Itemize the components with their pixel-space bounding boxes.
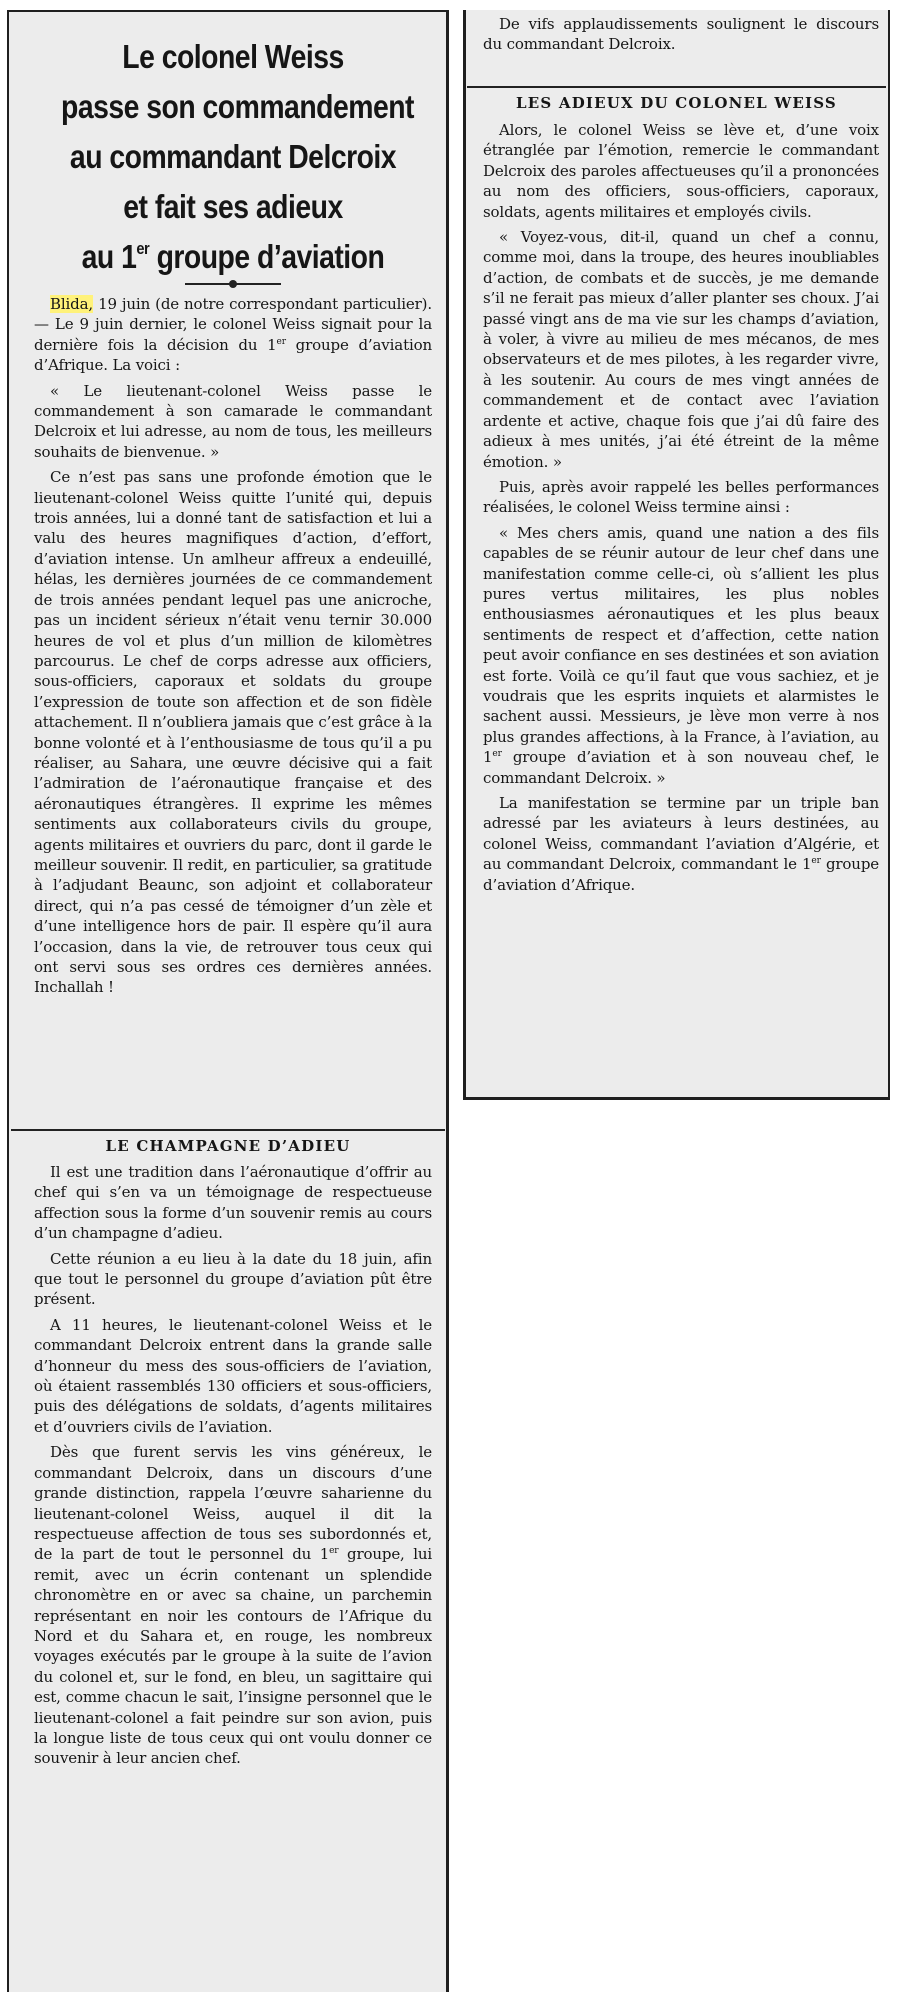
headline-line: au 1er groupe d’aviation <box>81 238 385 275</box>
quote-paragraph: « Voyez-vous, dit-il, quand un chef a connu, comme moi, dans la troupe, des heures inoubliables d’action, de combats et de succès, je me demande s’il ne ferait pas mieux d’aller planter ses choux. J’ai passé vingt ans de ma vie sur les champs d’aviation, à voler, à vivre au milieu de mes mécanos, de mes observateurs et de mes pilotes, à les regarder vivre, à les soutenir. Au cours de mes vingt années de commandement et de contact avec l’aviation ardente et active, chaque fois que j’ai dû faire des adieux à mes unités, j’ai été étreint de la même émotion. » <box>483 228 879 471</box>
quote-paragraph: « Mes chers amis, quand une nation a des fils capables de se réunir autour de leur chef dans une manifestation comme celle-ci, où s’allient les plus pures vertus militaires, les plus nobles enthousiasmes aéronautiques et les plus beaux sentiments de respect et d’affection, cette nation peut avoir confiance en ses destinées et son aviation est forte. Voilà ce qu’il faut que vous sachiez, et je voudrais que les esprits inquiets et alarmistes le sachent aussi. Messieurs, je lève mon verre à nos plus grandes affections, à la France, à l’aviation, au 1er groupe d’aviation et à son nouveau chef, le commandant Delcroix. » <box>483 523 879 787</box>
body-paragraph: La manifestation se termine par un triple ban adressé par les aviateurs à leurs destinées, au colonel Weiss, commandant l’aviation d’Algérie, et au commandant Delcroix, commandant le 1er groupe d’aviation d’Afrique. <box>483 794 879 894</box>
body-paragraph: Ce n’est pas sans une profonde émotion que le lieutenant-colonel Weiss quitte l’unité qui, depuis trois années, lui a donné tant de satisfaction et lui a valu des heures magnifiques d’action, d’effort, d’aviation intense. Un amlheur affreux a endeuillé, hélas, les dernières journées de ce commandement de trois années pendant lequel pas une anicroche, pas un incident sérieux n’était venu ternir 30.000 heures de vol et plus d’un million de kilomètres parcourus. Le chef de corps adresse aux officiers, sous-officiers, caporaux et soldats du groupe l’expression de toute son affection et de son fidèle attachement. Il n’oubliera jamais que c’est grâce à la bonne volonté et à l’enthousiasme de tous qu’il a pu réaliser, au Sahara, une œuvre décisive qui a fait l’admiration de l’aéronautique française et des aéronautiques étrangères. Il exprime les mêmes sentiments aux collaborateurs civils du groupe, agents militaires et ouvriers du parc, dont il garde le meilleur souvenir. Il redit, en particulier, sa gratitude à l’adjudant Beaunc, son adjoint et collaborateur direct, qui n’a pas cessé de témoigner d’un zèle et d’une intelligence hors de pair. Il espère qu’il aura l’occasion, dans la vie, de retrouver tous ceux qui ont servi sous ses ordres ces dernières années. Inchallah ! <box>34 468 432 997</box>
article-column-left <box>7 10 449 1992</box>
column-rule-left <box>7 10 9 1992</box>
quote-paragraph: « Le lieutenant-colonel Weiss passe le commandement à son camarade le commandant Delcroix et lui adresse, au nom de tous, les meilleurs souhaits de bienvenue. » <box>34 381 432 461</box>
dateline-paragraph: Blida, 19 juin (de notre correspondant particulier). — Le 9 juin dernier, le colonel Weiss signait pour la dernière fois la décision du 1er groupe d’aviation d’Afrique. La voici : <box>34 295 432 375</box>
applause-block <box>483 14 879 60</box>
headline-separator-dot <box>229 280 237 288</box>
subhead-rule <box>11 1129 445 1131</box>
article-column-right <box>463 10 890 1100</box>
headline-line: au commandant Delcroix <box>69 138 397 175</box>
body-paragraph: De vifs applaudissements soulignent le discours du commandant Delcroix. <box>483 15 879 54</box>
headline-line: et fait ses adieux <box>123 188 343 225</box>
headline-line: Le colonel Weiss <box>122 38 344 75</box>
body-paragraph: Il est une tradition dans l’aéronautique d’offrir au chef qui s’en va un témoignage de respectueuse affection sous la forme d’un souvenir remis au cours d’un champagne d’adieu. <box>34 1163 432 1243</box>
body-paragraph: A 11 heures, le lieutenant-colonel Weiss et le commandant Delcroix entrent dans la grande salle d’honneur du mess des sous-officiers de l’aviation, où étaient rassemblés 130 officiers et sous-officiers, puis des délégations de soldats, d’agents militaires et d’ouvriers civils de l’aviation. <box>34 1315 432 1436</box>
body-paragraph: Dès que furent servis les vins généreux, le commandant Delcroix, dans un discours d’une grande distinction, rappela l’œuvre saharienne du lieutenant-colonel Weiss, auquel il dit la respectueuse affection de tous ses subordonnés et, de la part de tout le personnel du 1er groupe, lui remit, avec un écrin contenant un splendide chronomètre en or avec sa chaine, un parchemin représentant en noir les contours de l’Afrique du Nord et du Sahara et, en rouge, les nombreux voyages exécutés par le groupe à la suite de l’avion du colonel et, sur le fond, en bleu, un sagittaire qui est, comme chacun le sait, l’insigne personnel que le lieutenant-colonel a fait peindre sur son avion, puis la longue liste de tous ceux qui ont voulu donner ce souvenir à leur ancien chef. <box>34 1443 433 1768</box>
body-paragraph: Alors, le colonel Weiss se lève et, d’une voix étranglée par l’émotion, remercie le commandant Delcroix des paroles affectueuses qu’il a prononcées au nom des officiers, sous-officiers, caporaux, soldats, agents militaires et employés civils. <box>483 121 879 221</box>
subhead-champagne: LE CHAMPAGNE D’ADIEU <box>105 1137 351 1155</box>
body-paragraph: Cette réunion a eu lieu à la date du 18 juin, afin que tout le personnel du groupe d’aviation pût être présent. <box>34 1249 432 1309</box>
headline-line: passe son commandement <box>61 88 414 125</box>
article-body-part3 <box>483 120 879 900</box>
subhead-rule <box>467 86 886 88</box>
column-rule-left <box>463 10 466 1100</box>
subhead-adieux: LES ADIEUX DU COLONEL WEISS <box>516 94 837 112</box>
column-rule-top <box>7 10 449 12</box>
article-body-part2 <box>34 1162 432 1774</box>
dateline-city: Blida, <box>50 295 94 313</box>
column-rule-bottom <box>463 1097 890 1100</box>
article-headline <box>61 32 414 282</box>
column-rule-right <box>446 10 449 1992</box>
column-rule-right <box>888 10 890 1100</box>
article-body-part1 <box>34 294 432 1003</box>
body-paragraph: Puis, après avoir rappelé les belles performances réalisées, le colonel Weiss termine ainsi : <box>483 477 879 517</box>
